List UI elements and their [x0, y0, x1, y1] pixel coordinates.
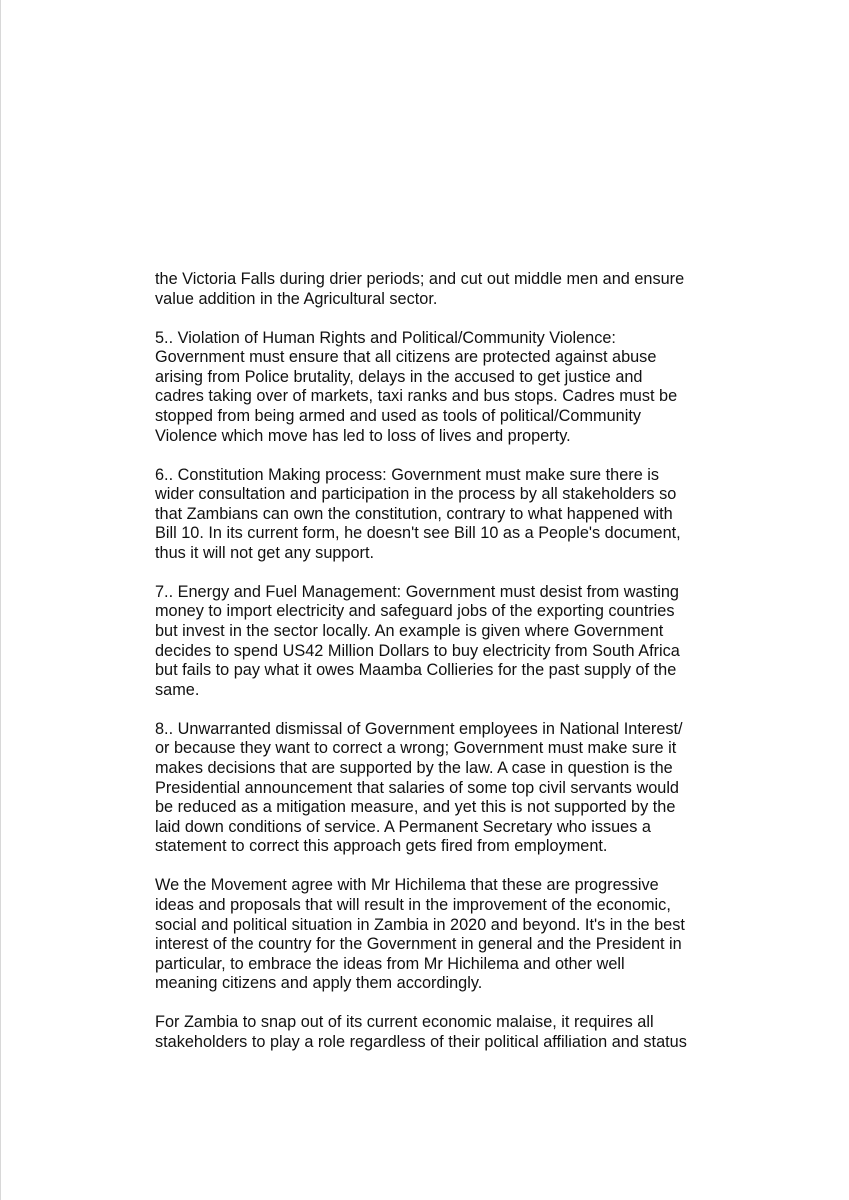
paragraph-dismissal: 8.. Unwarranted dismissal of Government employees in National Interest/ or because they want to correct a wrong; Government must make sure it makes decisions that are supported by the law. A case in question is the Presidential announcement that salaries of some top civil servants would be reduced as a mitigation measure, and yet this is not supported by the laid down conditions of service. A Permanent Secretary who issues a statement to correct this approach gets fired from employment.	[155, 719, 683, 856]
paragraph-conclusion: For Zambia to snap out of its current economic malaise, it requires all stakeholders to play a role regardless of their political affiliation and status	[155, 1013, 687, 1051]
paragraph-human-rights: 5.. Violation of Human Rights and Political/Community Violence: Government must ensure that all citizens are protected against abuse arising from Police brutality, delays in the accused to get justice and cadres taking over of markets, taxi ranks and bus stops. Cadres must be stopped from being armed and used as tools of political/Community Violence which move has led to loss of lives and property.	[155, 328, 678, 445]
paragraph-energy: 7.. Energy and Fuel Management: Government must desist from wasting money to import electricity and safeguard jobs of the exporting countries but invest in the sector locally. An example is given where Government decides to spend US42 Million Dollars to buy electricity from South Africa but fails to pay what it owes Maamba Collieries for the past supply of the same.	[155, 582, 680, 699]
paragraph-movement-agreement: We the Movement agree with Mr Hichilema that these are progressive ideas and proposals that will result in the improvement of the economic, social and political situation in Zambia in 2020 and beyond. It's in the best interest of the country for the Government in general and the President in particular, to embrace the ideas from Mr Hichilema and other well meaning citizens and apply them accordingly.	[155, 876, 685, 993]
paragraph-constitution: 6.. Constitution Making process: Government must make sure there is wider consultation and participation in the process by all stakeholders so that Zambians can own the constitution, contrary to what happened with Bill 10. In its current form, he doesn't see Bill 10 as a People's document, thus it will not get any support.	[155, 465, 681, 562]
document-body	[155, 270, 735, 1072]
paragraph-agriculture-continuation: the Victoria Falls during drier periods; and cut out middle men and ensure value addition in the Agricultural sector.	[155, 270, 685, 308]
